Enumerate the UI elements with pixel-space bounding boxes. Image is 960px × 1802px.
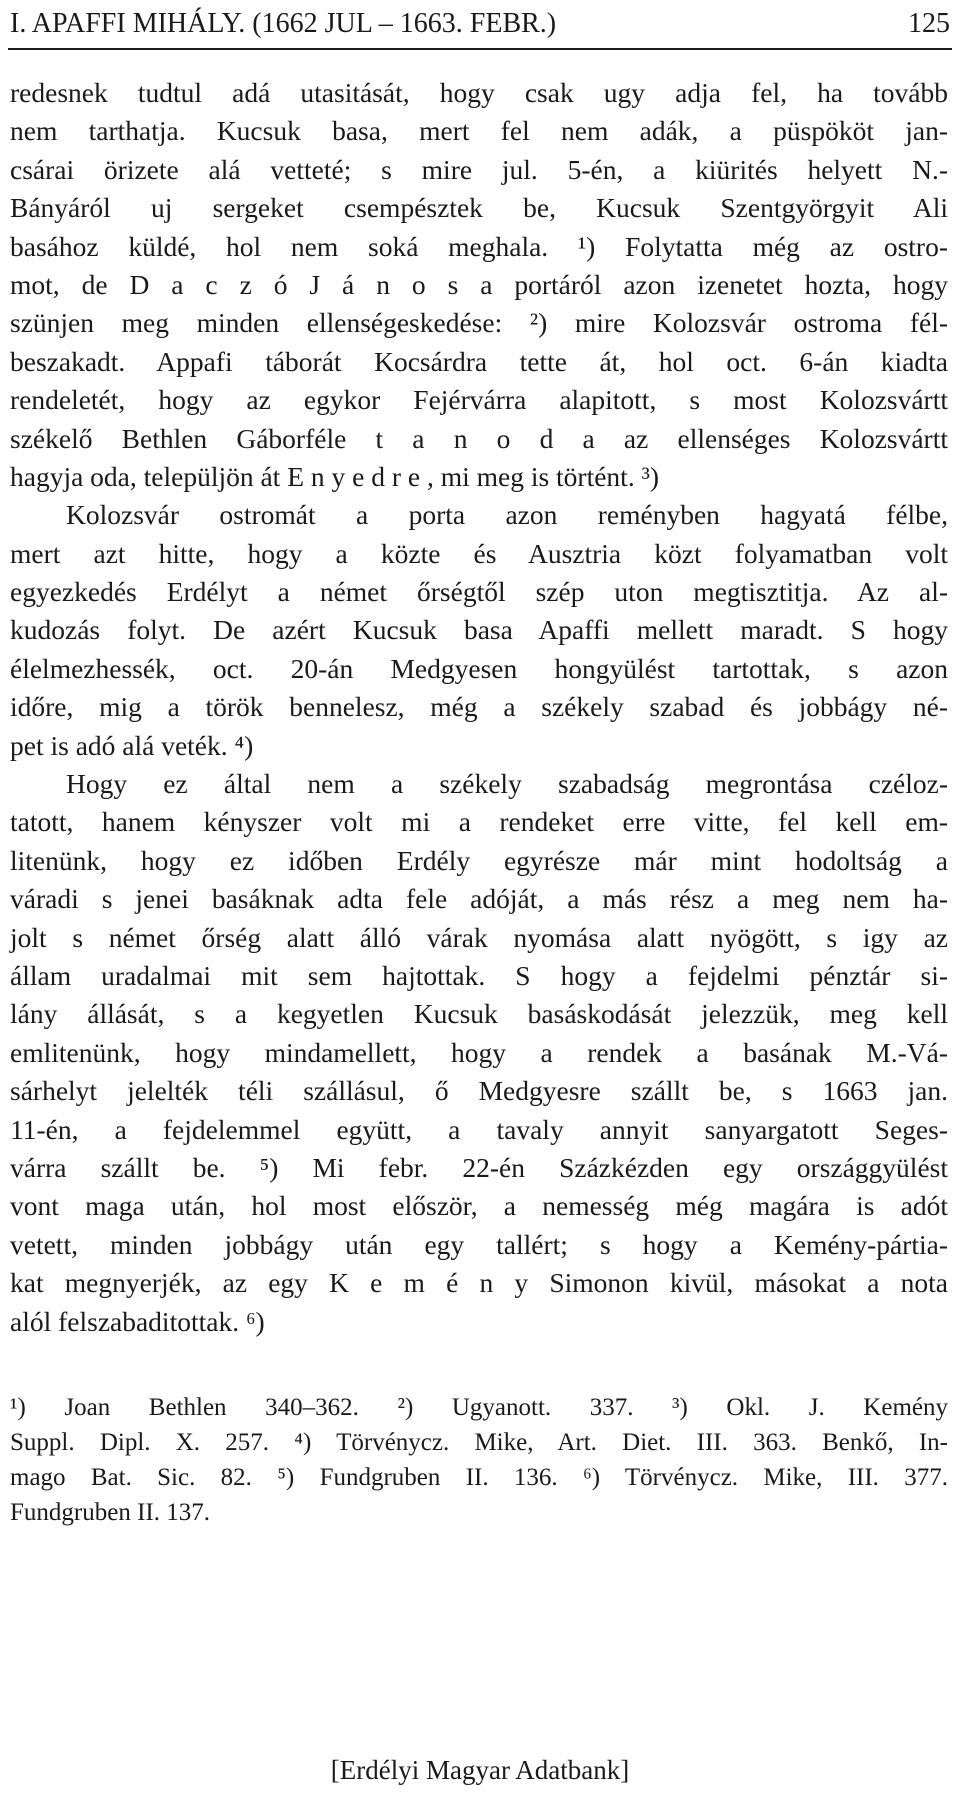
header-title: I. APAFFI MIHÁLY. (1662 JUL – 1663. FEBR.) bbox=[10, 8, 557, 39]
text-line: lány állását, s a kegyetlen Kucsuk basáskodását jelezzük, meg kell bbox=[10, 998, 948, 1030]
text-line: vetett, minden jobbágy után egy tallért; s hogy a Kemény-pártia- bbox=[10, 1228, 948, 1260]
text-line: Kolozsvár ostromát a porta azon reményben hagyatá félbe, bbox=[66, 499, 948, 531]
text-line: Bányáról uj sergeket csempésztek be, Kucsuk Szentgyörgyit Ali bbox=[10, 192, 948, 224]
text-line: basához küldé, hol nem soká meghala. ¹) Folytatta még az ostro- bbox=[10, 230, 948, 262]
footnote-line: Suppl. Dipl. X. 257. ⁴) Törvénycz. Mike, Art. Diet. III. 363. Benkő, In- bbox=[10, 1429, 948, 1456]
text-line: litenünk, hogy ez időben Erdély egyrésze már mint hodoltság a bbox=[10, 844, 948, 876]
footnote-line: Fundgruben II. 137. bbox=[10, 1499, 210, 1526]
text-line: várra szállt be. ⁵) Mi febr. 22-én Százkézden egy országgyülést bbox=[10, 1151, 948, 1183]
text-line: alól felszabaditottak. ⁶) bbox=[10, 1305, 265, 1337]
text-line: mot, de D a c z ó J á n o s a portáról azon izenetet hozta, hogy bbox=[10, 268, 948, 300]
paragraph bbox=[10, 496, 948, 765]
text-line: sárhelyt jelelték téli szállásul, ő Medgyesre szállt be, s 1663 jan. bbox=[10, 1075, 948, 1107]
text-line: pet is adó alá veték. ⁴) bbox=[10, 729, 254, 761]
text-line: tatott, hanem kényszer volt mi a rendeket erre vitte, fel kell em- bbox=[10, 806, 948, 838]
paragraph bbox=[10, 765, 948, 1341]
text-line: egyezkedés Erdélyt a német őrségtől szép uton megtisztitja. Az al- bbox=[10, 576, 948, 608]
footer-source: [Erdélyi Magyar Adatbank] bbox=[330, 1755, 630, 1785]
text-line: redesnek tudtul adá utasitását, hogy csak ugy adja fel, ha tovább bbox=[10, 77, 948, 108]
paragraph bbox=[10, 74, 948, 496]
footnote-line: ¹) Joan Bethlen 340–362. ²) Ugyanott. 337. ³) Okl. J. Kemény bbox=[10, 1394, 948, 1421]
text-line: 11-én, a fejdelemmel együtt, a tavaly annyit sanyargatott Seges- bbox=[10, 1113, 948, 1145]
body-text bbox=[10, 74, 948, 1341]
text-line: Hogy ez által nem a székely szabadság megrontása czéloz- bbox=[66, 768, 948, 800]
running-header bbox=[10, 4, 950, 44]
text-line: szünjen meg minden ellenségeskedése: ²) mire Kolozsvár ostroma fél- bbox=[10, 307, 948, 339]
text-line: időre, mig a török bennelesz, még a székely szabad és jobbágy né- bbox=[10, 691, 948, 723]
text-line: kat megnyerjék, az egy K e m é n y Simonon kivül, másokat a nota bbox=[10, 1267, 948, 1299]
text-line: rendeletét, hogy az egykor Fejérvárra alapitott, s most Kolozsvártt bbox=[10, 384, 948, 416]
text-line: élelmezhessék, oct. 20-án Medgyesen hongyülést tartottak, s azon bbox=[10, 652, 948, 684]
text-line: beszakadt. Appafi táborát Kocsárdra tette át, hol oct. 6-án kiadta bbox=[10, 345, 948, 377]
text-line: váradi s jenei basáknak adta fele adóját, a más rész a meg nem ha- bbox=[10, 883, 948, 915]
text-line: állam uradalmai mit sem hajtottak. S hogy a fejdelmi pénztár si- bbox=[10, 959, 948, 991]
header-rule bbox=[8, 48, 952, 50]
text-line: kudozás folyt. De azért Kucsuk basa Apaffi mellett maradt. S hogy bbox=[10, 614, 948, 646]
page-number: 125 bbox=[908, 8, 950, 39]
footnotes bbox=[10, 1390, 948, 1530]
footnote-line: mago Bat. Sic. 82. ⁵) Fundgruben II. 136. ⁶) Törvénycz. Mike, III. 377. bbox=[10, 1464, 948, 1491]
text-line: jolt s német őrség alatt álló várak nyomása alatt nyögött, s igy az bbox=[10, 921, 948, 953]
text-line: nem tarthatja. Kucsuk basa, mert fel nem adák, a püspököt jan- bbox=[10, 115, 948, 147]
text-line: vont maga után, hol most először, a nemesség még magára is adót bbox=[10, 1190, 948, 1222]
text-line: emlitenünk, hogy mindamellett, hogy a rendek a basának M.-Vá- bbox=[10, 1036, 948, 1068]
text-line: hagyja oda, települjön át E n y e d r e , mi meg is történt. ³) bbox=[10, 460, 659, 492]
text-line: csárai örizete alá vetteté; s mire jul. 5-én, a kiürités helyett N.- bbox=[10, 153, 948, 185]
text-line: székelő Bethlen Gáborféle t a n o d a az ellenséges Kolozsvártt bbox=[10, 422, 948, 454]
text-line: mert azt hitte, hogy a közte és Ausztria közt folyamatban volt bbox=[10, 537, 948, 569]
